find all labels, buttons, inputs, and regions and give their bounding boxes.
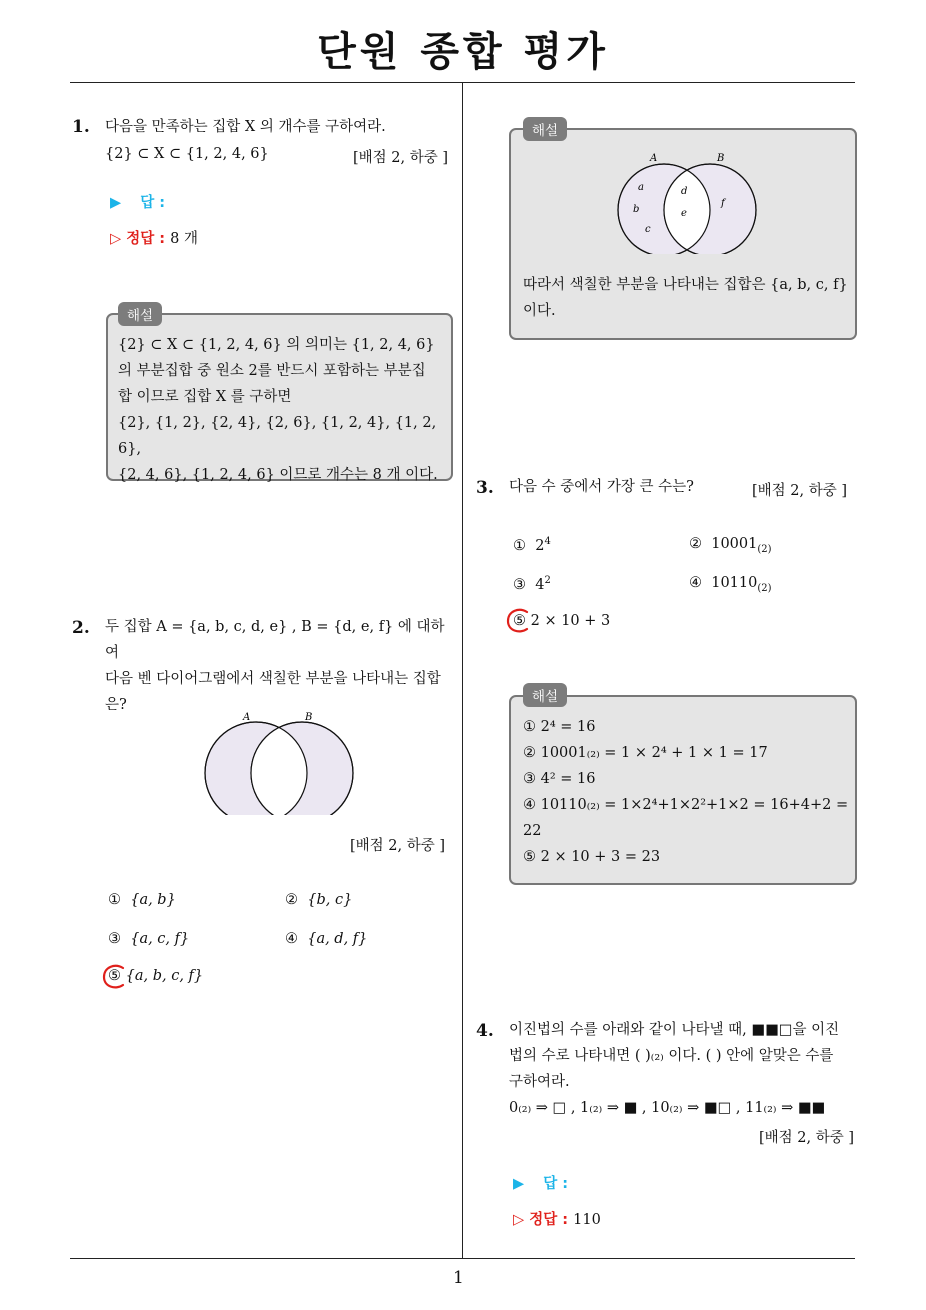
option-text: {a, d, f} bbox=[307, 931, 368, 947]
question-2-option-4[interactable] bbox=[285, 931, 367, 947]
correct-value: 8 개 bbox=[170, 231, 198, 247]
explanation-tag: 해설 bbox=[118, 302, 162, 326]
question-1-answer-row bbox=[110, 191, 165, 212]
question-line: 구하여라. bbox=[509, 1074, 570, 1090]
venn-element-c: c bbox=[645, 224, 651, 235]
option-subscript: (2) bbox=[757, 582, 772, 594]
question-3-score: [배점 2, 하중 ] bbox=[752, 483, 848, 499]
question-2-explanation-box bbox=[509, 128, 857, 340]
question-3-option-4[interactable] bbox=[689, 575, 772, 594]
question-4-correct-row bbox=[513, 1208, 601, 1229]
venn-element-f: f bbox=[721, 198, 725, 209]
option-base: 4 bbox=[535, 576, 545, 593]
question-4-score: [배점 2, 하중 ] bbox=[759, 1130, 855, 1146]
option-mark: ① bbox=[513, 537, 526, 554]
explanation-venn-diagram bbox=[601, 150, 771, 254]
outline-triangle-icon: ▷ bbox=[110, 231, 122, 247]
outline-triangle-icon: ▷ bbox=[513, 1212, 525, 1228]
footer-rule bbox=[70, 1258, 855, 1259]
question-2-explanation-text bbox=[523, 272, 853, 324]
question-2-venn-diagram bbox=[195, 705, 365, 815]
option-base: 2 bbox=[535, 537, 545, 554]
option-subscript: (2) bbox=[757, 543, 772, 555]
question-1-condition: {2} ⊂ X ⊂ {1, 2, 4, 6} bbox=[105, 146, 269, 162]
question-4-number: 4. bbox=[476, 1021, 494, 1041]
venn-label-b: B bbox=[717, 153, 725, 164]
explanation-tag: 해설 bbox=[523, 683, 567, 707]
explanation-line: {2}, {1, 2}, {2, 4}, {2, 6}, {1, 2, 4}, {1, 2, 6}, bbox=[118, 415, 437, 457]
venn-label-b: B bbox=[305, 712, 313, 723]
correct-label: 정답 : bbox=[126, 231, 166, 247]
option-base: 10110 bbox=[711, 575, 758, 591]
question-1-correct-row bbox=[110, 227, 198, 248]
question-1-explanation-text bbox=[118, 332, 448, 488]
explanation-line: ② 10001₍₂₎ = 1 × 2⁴ + 1 × 1 = 17 bbox=[523, 745, 768, 761]
explanation-line: ① 2⁴ = 16 bbox=[523, 719, 596, 735]
page-number: 1 bbox=[453, 1268, 464, 1288]
explanation-line: ⑤ 2 × 10 + 3 = 23 bbox=[523, 849, 661, 865]
explanation-line: 22 bbox=[523, 823, 542, 839]
explanation-line: 이다. bbox=[523, 303, 556, 319]
venn-element-d: d bbox=[681, 186, 688, 197]
question-2-option-1[interactable] bbox=[108, 892, 176, 908]
question-line: 두 집합 A = {a, b, c, d, e} , B = {d, e, f} 에 대하여 bbox=[105, 619, 445, 661]
question-3-number: 3. bbox=[476, 478, 494, 498]
question-1-text: 다음을 만족하는 집합 X 의 개수를 구하여라. bbox=[105, 119, 386, 135]
option-text: {a, c, f} bbox=[130, 931, 190, 947]
page-title: 단원 종합 평가 bbox=[317, 29, 609, 75]
option-mark: ④ bbox=[285, 931, 298, 947]
correct-label: 정답 : bbox=[529, 1212, 569, 1228]
option-mark: ⑤ bbox=[108, 968, 121, 984]
answer-label: 답 : bbox=[140, 195, 166, 211]
answer-circle-mark-icon bbox=[505, 606, 535, 636]
option-mark: ④ bbox=[689, 575, 702, 591]
explanation-line: 따라서 색칠한 부분을 나타내는 집합은 {a, b, c, f} bbox=[523, 277, 848, 293]
question-line: 다음 벤 다이어그램에서 색칠한 부분을 나타내는 집합 bbox=[105, 671, 441, 687]
explanation-tag: 해설 bbox=[523, 117, 567, 141]
question-4-text bbox=[509, 1017, 859, 1121]
question-2-text bbox=[105, 614, 455, 718]
question-line: 은? bbox=[105, 697, 127, 713]
option-base: 10001 bbox=[711, 536, 758, 552]
answer-circle-mark-icon bbox=[101, 962, 131, 992]
option-text: {b, c} bbox=[307, 892, 353, 908]
option-exponent: 2 bbox=[544, 575, 551, 586]
option-mark: ③ bbox=[513, 576, 526, 593]
play-triangle-icon: ▶ bbox=[110, 195, 122, 211]
correct-value: 110 bbox=[573, 1212, 601, 1228]
play-triangle-icon: ▶ bbox=[513, 1176, 525, 1192]
question-2-number: 2. bbox=[72, 618, 90, 638]
option-mark: ② bbox=[689, 536, 702, 552]
question-line: 법의 수로 나타내면 ( )₍₂₎ 이다. ( ) 안에 알맞은 수를 bbox=[509, 1048, 834, 1064]
explanation-line: ③ 4² = 16 bbox=[523, 771, 596, 787]
explanation-line: {2} ⊂ X ⊂ {1, 2, 4, 6} 의 의미는 {1, 2, 4, 6} bbox=[118, 337, 435, 353]
answer-label: 답 : bbox=[543, 1176, 569, 1192]
question-1-number: 1. bbox=[72, 117, 90, 137]
question-3-option-1[interactable] bbox=[513, 536, 551, 554]
question-1-score: [배점 2, 하중 ] bbox=[353, 150, 449, 166]
question-2-score: [배점 2, 하중 ] bbox=[350, 838, 446, 854]
explanation-line: {2, 4, 6}, {1, 2, 4, 6} 이므로 개수는 8 개 이다. bbox=[118, 467, 438, 483]
venn-label-a: A bbox=[650, 153, 658, 164]
option-mark: ② bbox=[285, 892, 298, 908]
question-1-explanation-box bbox=[106, 313, 453, 481]
option-mark: ① bbox=[108, 892, 121, 908]
question-4-answer-row bbox=[513, 1172, 568, 1193]
explanation-line: ④ 10110₍₂₎ = 1×2⁴+1×2²+1×2 = 16+4+2 = bbox=[523, 797, 849, 813]
explanation-line: 합 이므로 집합 X 를 구하면 bbox=[118, 389, 292, 405]
option-exponent: 4 bbox=[544, 536, 551, 547]
question-3-explanation-box bbox=[509, 695, 857, 885]
option-base: 2 × 10 + 3 bbox=[530, 613, 611, 629]
venn-element-a: a bbox=[638, 182, 644, 193]
explanation-line: 의 부분집합 중 원소 2를 반드시 포함하는 부분집 bbox=[118, 363, 426, 379]
option-mark: ③ bbox=[108, 931, 121, 947]
question-3-explanation-text bbox=[523, 714, 853, 870]
question-3-option-2[interactable] bbox=[689, 536, 772, 555]
question-2-option-3[interactable] bbox=[108, 931, 189, 947]
question-3-option-3[interactable] bbox=[513, 575, 551, 593]
question-line: 0₍₂₎ ⇒ □ , 1₍₂₎ ⇒ ■ , 10₍₂₎ ⇒ ■□ , 11₍₂₎ ⇒ ■■ bbox=[509, 1100, 826, 1116]
venn-label-a: A bbox=[243, 712, 251, 723]
option-mark: ⑤ bbox=[513, 613, 526, 629]
question-line: 이진법의 수를 아래와 같이 나타낼 때, ■■□을 이진 bbox=[509, 1022, 840, 1038]
option-text: {a, b, c, f} bbox=[125, 968, 204, 984]
venn-element-b: b bbox=[633, 204, 640, 215]
question-2-option-2[interactable] bbox=[285, 892, 352, 908]
question-3-text: 다음 수 중에서 가장 큰 수는? bbox=[509, 479, 694, 495]
column-divider bbox=[462, 83, 463, 1258]
option-text: {a, b} bbox=[130, 892, 176, 908]
venn-element-e: e bbox=[681, 208, 687, 219]
